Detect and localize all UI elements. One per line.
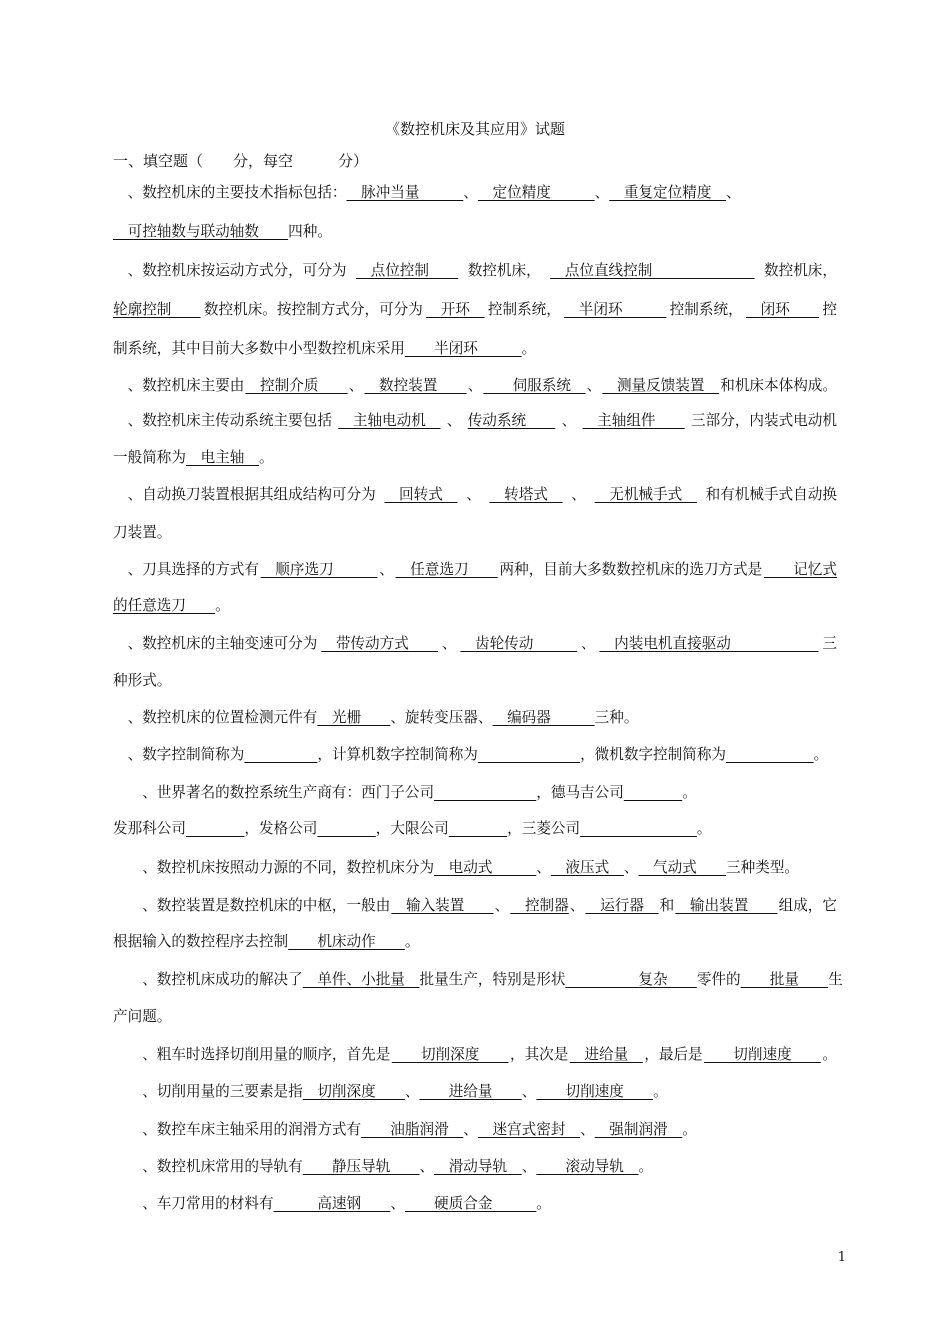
question-text: 四种。 [288,223,332,240]
answer-blank: 脉冲当量 [346,184,464,201]
answer-blank: 滑动导轨 [434,1158,522,1175]
question-text: 数控机床。按控制方式分，可分为 [203,301,423,318]
question-text: 、 [561,412,577,429]
question-text: 和机床本体构成。 [720,377,837,394]
question-text: 、数控装置是数控机床的中枢，一般由 [113,897,391,914]
answer-blank: 批量 [740,971,829,988]
page-number: 1 [837,1250,846,1265]
answer-blank [244,743,317,767]
question-text: 、数控车床主轴采用的润滑方式有 [113,1121,362,1138]
section-heading: 一、填空题（ 分，每空 分） [113,152,369,170]
question-text: 、 [580,1121,595,1138]
question-text: 根据输入的数控程序去控制 [113,933,289,950]
question-text: 。 [682,1121,697,1138]
question-text: 发那科公司 [113,820,186,837]
answer-blank [726,743,814,767]
answer-blank: 可控轴数与联动轴数 [113,223,289,240]
answer-blank: 内装电机直接驱动 [599,635,819,652]
question-line [113,1043,837,1067]
question-text: 、 [569,897,585,914]
answer-blank: 液压式 [550,859,624,876]
question-text: 生 [828,971,843,988]
answer-blank: 重复定位精度 [609,184,727,201]
answer-blank: 无机械手式 [594,486,697,503]
question-text: 。 [521,340,537,357]
answer-blank: 点位控制 [356,262,459,279]
question-text: 、 [463,184,478,201]
question-text: 和 [659,897,675,914]
question-line [113,337,837,361]
question-text: 产问题。 [113,1008,172,1025]
question-text: 两种，目前大多数数控机床的选刀方式是 [499,561,763,578]
answer-blank: 切削深度 [302,1083,405,1100]
question-text: 、切削用量的三要素是指 [113,1083,303,1100]
question-line [113,259,837,283]
question-line [113,220,837,244]
question-line [113,930,837,954]
question-line [113,632,837,656]
answer-blank: 控制器 [510,897,569,914]
answer-blank: 带传动方式 [321,635,438,652]
question-text: ，最后是 [644,1046,703,1063]
question-text: 。 [404,933,420,950]
question-line [113,374,837,398]
question-text: 、 [586,377,602,394]
question-text: 、 [390,1195,405,1212]
question-line [113,856,837,880]
question-line [113,817,837,841]
question-text: 、数控机床按运动方式分，可分为 [113,262,347,279]
answer-blank: 闭环 [746,301,819,318]
answer-blank: 静压导轨 [302,1158,420,1175]
answer-blank: 回转式 [384,486,458,503]
answer-blank: 编码器 [492,709,595,726]
question-line [113,446,837,470]
question-text: 刀装置。 [113,524,172,541]
question-text: 数控机床， [467,262,541,279]
question-text: 三种类型。 [726,859,800,876]
question-text: 、世界著名的数控系统生产商有：西门子公司 [113,784,435,801]
question-line [113,1118,837,1142]
question-text: 。 [653,1083,668,1100]
question-text: 和有机械手式自动换 [705,486,837,503]
question-text: 、数控机床成功的解决了 [113,971,303,988]
question-text: ，三菱公司 [507,820,581,837]
answer-blank: 迷宫式密封 [477,1121,581,1138]
question-text: 、 [446,412,462,429]
question-text: 、自动换刀装置根据其组成结构可分为 [113,486,376,503]
question-text: 组成，它 [778,897,837,914]
question-text: 。 [536,1195,551,1212]
answer-blank: 半闭环 [564,301,667,318]
question-text: 、 [521,1083,537,1100]
answer-blank: 数控装置 [364,377,467,394]
answer-blank: 切削速度 [536,1083,654,1100]
question-line [113,181,837,205]
question-text: 、数字控制简称为 [113,746,245,763]
answer-blank: 半闭环 [404,340,522,357]
answer-blank: 电动式 [434,859,537,876]
answer-blank: 滚动导轨 [536,1158,639,1175]
question-text: 、 [463,1121,478,1138]
answer-blank: 伺服系统 [483,377,586,394]
question-text: 、数控机床主要由 [113,377,245,394]
question-text: 三 [822,635,837,652]
answer-blank: 高速钢 [273,1195,391,1212]
question-text: 、数控机床主传动系统主要包括 [113,412,332,429]
question-line [113,706,837,730]
document-title: 《数控机床及其应用》试题 [384,120,565,138]
answer-blank: 复杂 [565,971,697,988]
answer-blank: 任意选刀 [395,561,498,578]
question-text: 。 [696,820,712,837]
question-text: 零件的 [696,971,741,988]
question-line [113,669,837,693]
question-text: 。 [822,1046,837,1063]
question-text: 、 [536,859,551,876]
answer-blank [624,781,682,805]
question-text: 、数控机床的主轴变速可分为 [113,635,318,652]
question-line [113,483,837,507]
answer-blank: 运行器 [585,897,659,914]
question-text: ，计算机数字控制简称为 [317,746,478,763]
question-text: 控制系统， [669,301,743,318]
question-text: 、 [466,486,481,503]
question-text: 、 [419,1158,435,1175]
answer-blank: 切削速度 [704,1046,821,1063]
answer-blank: 输出装置 [675,897,778,914]
question-line [113,558,837,582]
question-text: 三部分，内装式电动机 [691,412,837,429]
question-line [113,968,843,992]
answer-blank: 电主轴 [185,449,259,466]
question-text: 一般简称为 [113,449,186,466]
question-text: 、 [348,377,364,394]
question-text: 、 [594,184,610,201]
question-text: 。 [258,449,274,466]
question-text: 三种。 [594,709,639,726]
question-line [113,594,837,618]
answer-blank [478,743,580,767]
answer-blank: 强制润滑 [594,1121,683,1138]
question-text: 。 [813,746,829,763]
answer-blank: 测量反馈装置 [602,377,720,394]
question-text: 、车刀常用的材料有 [113,1195,274,1212]
question-text: 制系统，其中目前大多数中小型数控机床采用 [113,340,405,357]
answer-blank: 机床动作 [288,933,405,950]
question-text: 、 [581,635,596,652]
question-text: 、 [404,1083,420,1100]
question-text: 、刀具选择的方式有 [113,561,259,578]
answer-blank: 单件、小批量 [302,971,420,988]
question-text: 、 [571,486,586,503]
question-text: 数控机床， [764,262,837,279]
answer-blank: 主轴组件 [582,412,685,429]
question-text: 、旋转变压器、 [390,709,493,726]
question-text: ，德马吉公司 [536,784,624,801]
answer-blank: 齿轮传动 [460,635,578,652]
answer-blank: 气动式 [638,859,727,876]
question-text: 控 [822,301,837,318]
question-text: 、 [521,1158,537,1175]
question-text: 、数控机床的位置检测元件有 [113,709,318,726]
question-text: 、数控机床常用的导轨有 [113,1158,303,1175]
question-text: 。 [215,597,230,614]
question-line [113,298,837,322]
answer-blank: 光栅 [317,709,391,726]
question-line [113,1192,837,1216]
question-text: 、 [623,859,639,876]
answer-blank [317,817,375,841]
answer-blank: 轮廓控制 [113,301,201,318]
answer-blank: 进给量 [419,1083,522,1100]
answer-blank: 输入装置 [391,897,494,914]
answer-blank: 记忆式 [763,561,837,578]
answer-blank [449,817,507,841]
question-text: ，微机数字控制简称为 [580,746,727,763]
question-text: 、 [441,635,457,652]
answer-blank: 控制介质 [245,377,348,394]
question-line [113,781,837,805]
answer-blank: 点位直线控制 [550,262,755,279]
question-text: 、 [467,377,483,394]
question-text: 控制系统， [487,301,561,318]
question-line [113,1005,837,1029]
answer-blank: 硬质合金 [404,1195,537,1212]
question-text: ，发格公司 [244,820,318,837]
answer-blank [580,817,697,841]
question-text: 、数控机床的主要技术指标包括： [113,184,347,201]
answer-blank: 的任意选刀 [113,597,216,614]
question-text: 。 [682,784,697,801]
answer-blank: 定位精度 [477,184,595,201]
question-line [113,1080,837,1104]
question-line [113,409,837,433]
question-text: 种形式。 [113,672,172,689]
question-text: 。 [638,1158,654,1175]
question-text: 、 [726,184,741,201]
answer-blank: 进给量 [569,1046,643,1063]
answer-blank: 转塔式 [489,486,563,503]
question-text: 、粗车时选择切削用量的顺序，首先是 [113,1046,391,1063]
answer-blank: 主轴电动机 [338,412,441,429]
question-text: 批量生产，特别是形状 [419,971,566,988]
question-text: ，大限公司 [375,820,449,837]
question-line [113,894,837,918]
answer-blank: 切削深度 [391,1046,509,1063]
answer-blank: 传动系统 [467,412,556,429]
question-line [113,1155,837,1179]
question-text: 、 [379,561,394,578]
answer-blank: 顺序选刀 [260,561,378,578]
answer-blank: 开环 [426,301,485,318]
answer-blank [186,817,244,841]
question-line [113,521,837,545]
answer-blank [434,781,536,805]
question-text: 、数控机床按照动力源的不同，数控机床分为 [113,859,435,876]
question-text: ，其次是 [509,1046,569,1063]
question-text: 、 [494,897,510,914]
answer-blank: 油脂润滑 [361,1121,464,1138]
question-line [113,743,837,767]
